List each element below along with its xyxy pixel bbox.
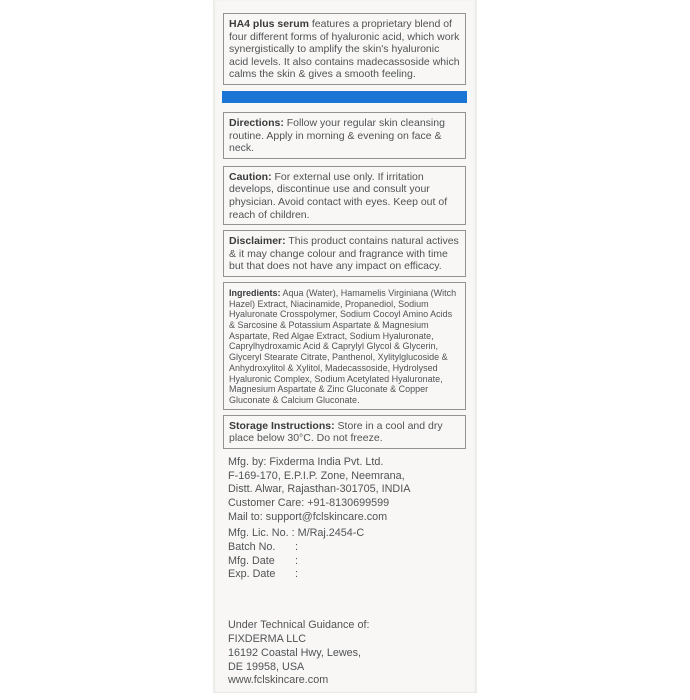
directions-box [223,112,466,159]
batch-no-label: Batch No. [228,541,276,554]
product-label-panel [213,0,477,693]
manufacturer-info-block [228,456,476,582]
guidance-address-line: DE 19958, USA [228,660,305,673]
mfg-date-row [228,555,476,569]
exp-date-row [228,568,476,582]
manufacturer-line: Distt. Alwar, Rajasthan-301705, INDIA [228,483,411,496]
product-name-heading: HA4 plus serum [229,18,309,30]
technical-guidance-block [228,619,476,688]
manufacturer-line: Mfg. by: Fixderma India Pvt. Ltd. [228,455,384,468]
mfg-date-separator: : [295,554,298,567]
storage-box [223,415,466,449]
guidance-website: www.fclskincare.com [228,674,329,687]
description-box [223,13,466,85]
blue-divider-bar [222,91,467,103]
directions-text: Follow your regular skin cleansing routine. Apply in morning & evening on face & neck. [229,116,445,155]
exp-date-label: Exp. Date [228,568,276,581]
guidance-company: FIXDERMA LLC [228,632,306,645]
directions-heading: Directions: [229,116,284,129]
guidance-heading: Under Technical Guidance of: [228,619,370,632]
disclaimer-box [223,230,466,277]
ingredients-text: Aqua (Water), Hamamelis Virginiana (Witch Hazel) Extract, Niacinamide, Propanediol, Sodium Hyaluronate Crosspolymer, Sodium Cocoyl Amino Acids & Sarcosine & Potassium Aspartate & Magnesium Aspartate, Red Algae Extract, Sodium Hyaluronate, Caprylhydroxamic Acid & Caprylyl Glycol & Glycerin, Glyceryl Stearate Citrate, Panthenol, Xylitylglucoside & Anhydroxylitol & Xylitol, Madecassoside, Hydrolysed Hyaluronic Complex, Sodium Acetylated Hyaluronate, Magnesium Aspartate & Zinc Gluconate & Copper Gluconate & Calcium Gluconate. [229,287,457,405]
mfg-date-label: Mfg. Date [228,554,275,567]
storage-heading: Storage Instructions: [229,419,335,432]
caution-box [223,166,466,225]
caution-text: For external use only. If irritation develops, discontinue use and consult your physician. Avoid contact with eyes. Keep out of reach of children. [229,170,448,221]
description-text: features a proprietary blend of four different forms of hyaluronic acid, which work synergistically to amplify the skin's hyaluronic acid levels. It also contains madecassoside which calms the skin & gives a smooth feeling. [229,18,460,81]
disclaimer-text: This product contains natural actives & it may change colour and fragrance with time but that does not have any impact on efficacy. [229,235,459,273]
exp-date-separator: : [295,568,298,581]
guidance-address-line: 16192 Coastal Hwy, Lewes, [228,646,362,659]
batch-no-row [228,541,476,555]
batch-no-separator: : [295,541,298,554]
customer-care-line: Customer Care: +91-8130699599 [228,496,390,509]
caution-heading: Caution: [229,170,272,183]
disclaimer-heading: Disclaimer: [229,235,286,248]
mfg-license-line: Mfg. Lic. No. : M/Raj.2454-C [228,527,365,540]
ingredients-box [223,282,466,410]
ingredients-heading: Ingredients: [229,287,281,298]
storage-text: Store in a cool and dry place below 30°C. Do not freeze. [229,419,443,445]
manufacturer-line: F-169-170, E.P.I.P. Zone, Neemrana, [228,469,405,482]
support-email-line: Mail to: support@fclskincare.com [228,510,388,523]
